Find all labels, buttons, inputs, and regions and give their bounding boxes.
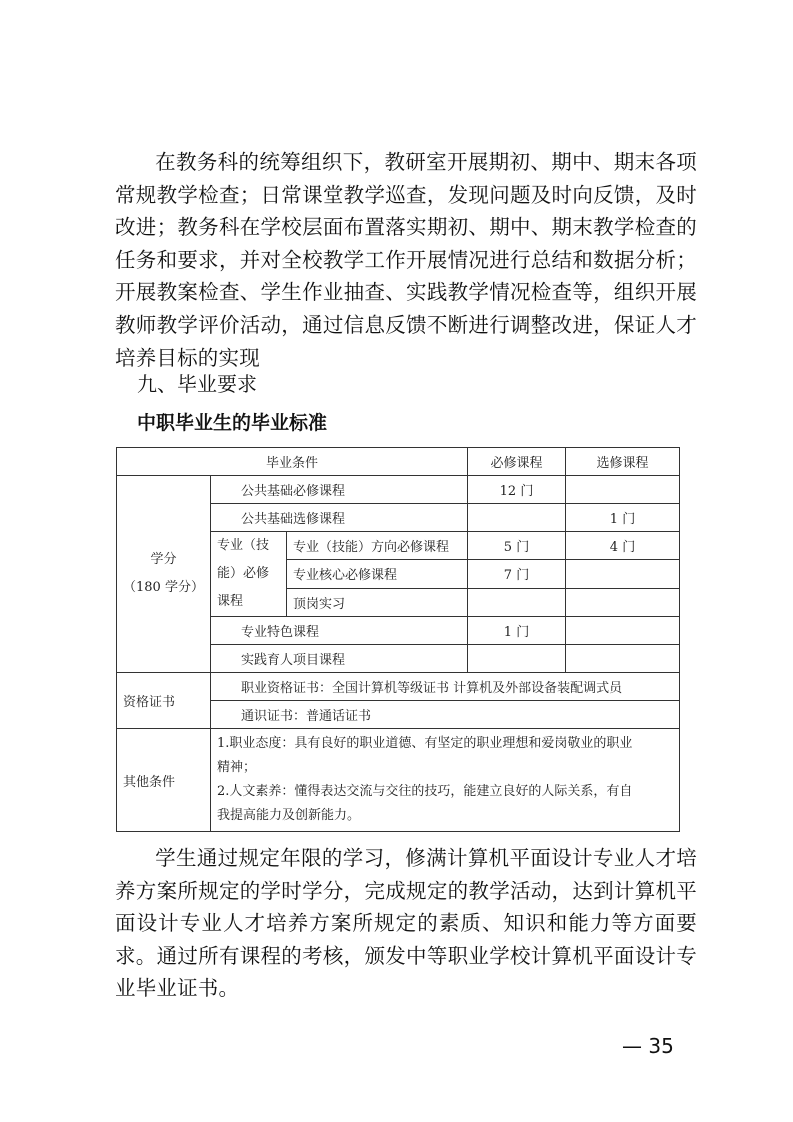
required-count: 5 门 <box>468 532 566 560</box>
certificate-item: 职业资格证书：全国计算机等级证书 计算机及外部设备装配调式员 <box>211 673 680 701</box>
required-count <box>468 588 566 616</box>
page-number: — 35 <box>622 1034 674 1058</box>
table-header-row <box>117 448 680 476</box>
professional-label-line: 专业（技 <box>217 538 270 553</box>
other-conditions-label: 其他条件 <box>117 729 211 832</box>
table-row <box>117 673 680 701</box>
required-count: 7 门 <box>468 560 566 588</box>
paragraph-text: 学生通过规定年限的学习，修满计算机平面设计专业人才培养方案所规定的学时学分，完成规定的教学活动，达到计算机平面设计专业人才培养方案所规定的素质、知识和能力等方面要求。通过所有课程的考核，颁发中等职业学校计算机平面设计专业毕业证书。 <box>115 846 697 1001</box>
other-conditions-text <box>211 729 680 832</box>
professional-group-label <box>211 532 287 617</box>
table-row <box>117 729 680 832</box>
elective-count <box>566 588 680 616</box>
paragraph-teaching-inspection <box>115 146 697 374</box>
header-required: 必修课程 <box>468 448 566 476</box>
required-count <box>468 504 566 532</box>
paragraph-text: 在教务科的统筹组织下，教研室开展期初、期中、期末各项常规教学检查；日常课堂教学巡查，发现问题及时向反馈，及时改进；教务科在学校层面布置落实期初、期中、期末教学检查的任务和要求，并对全校教学工作开展情况进行总结和数据分析；开展教案检查、学生作业抽查、实践教学情况检查等，组织开展教师教学评价活动，通过信息反馈不断进行调整改进，保证人才培养目标的实现 <box>115 150 697 370</box>
required-count: 1 门 <box>468 617 566 645</box>
certificate-label: 资格证书 <box>117 673 211 729</box>
professional-label-line: 能）必修 <box>217 566 270 581</box>
credit-group-label <box>117 476 211 673</box>
other-conditions-line: 我提高能力及创新能力。 <box>217 808 361 823</box>
course-name: 实践育人项目课程 <box>211 645 468 673</box>
section-heading: 九、毕业要求 <box>137 372 257 396</box>
required-count: 12 门 <box>468 476 566 504</box>
certificate-item: 通识证书：普通话证书 <box>211 701 680 729</box>
course-name: 专业（技能）方向必修课程 <box>287 532 468 560</box>
professional-label-line: 课程 <box>217 594 244 609</box>
table-row <box>117 476 680 504</box>
elective-count <box>566 645 680 673</box>
course-name: 公共基础必修课程 <box>211 476 468 504</box>
elective-count <box>566 617 680 645</box>
paragraph-graduation-summary <box>115 842 697 1005</box>
table-title: 中职毕业生的毕业标准 <box>137 412 328 434</box>
course-name: 顶岗实习 <box>287 588 468 616</box>
header-condition: 毕业条件 <box>117 448 468 476</box>
course-name: 公共基础选修课程 <box>211 504 468 532</box>
elective-count: 1 门 <box>566 504 680 532</box>
course-name: 专业核心必修课程 <box>287 560 468 588</box>
course-name: 专业特色课程 <box>211 617 468 645</box>
elective-count <box>566 560 680 588</box>
other-conditions-line: 1.职业态度：具有良好的职业道德、有坚定的职业理想和爱岗敬业的职业 <box>217 736 633 751</box>
elective-count <box>566 476 680 504</box>
credit-total: （180 学分） <box>123 580 204 595</box>
credit-label: 学分 <box>150 552 177 567</box>
graduation-standards-table <box>116 447 680 832</box>
required-count <box>468 645 566 673</box>
other-conditions-line: 2.人文素养：懂得表达交流与交往的技巧，能建立良好的人际关系，有自 <box>217 784 633 799</box>
other-conditions-line: 精神； <box>217 760 257 775</box>
elective-count: 4 门 <box>566 532 680 560</box>
header-elective: 选修课程 <box>566 448 680 476</box>
